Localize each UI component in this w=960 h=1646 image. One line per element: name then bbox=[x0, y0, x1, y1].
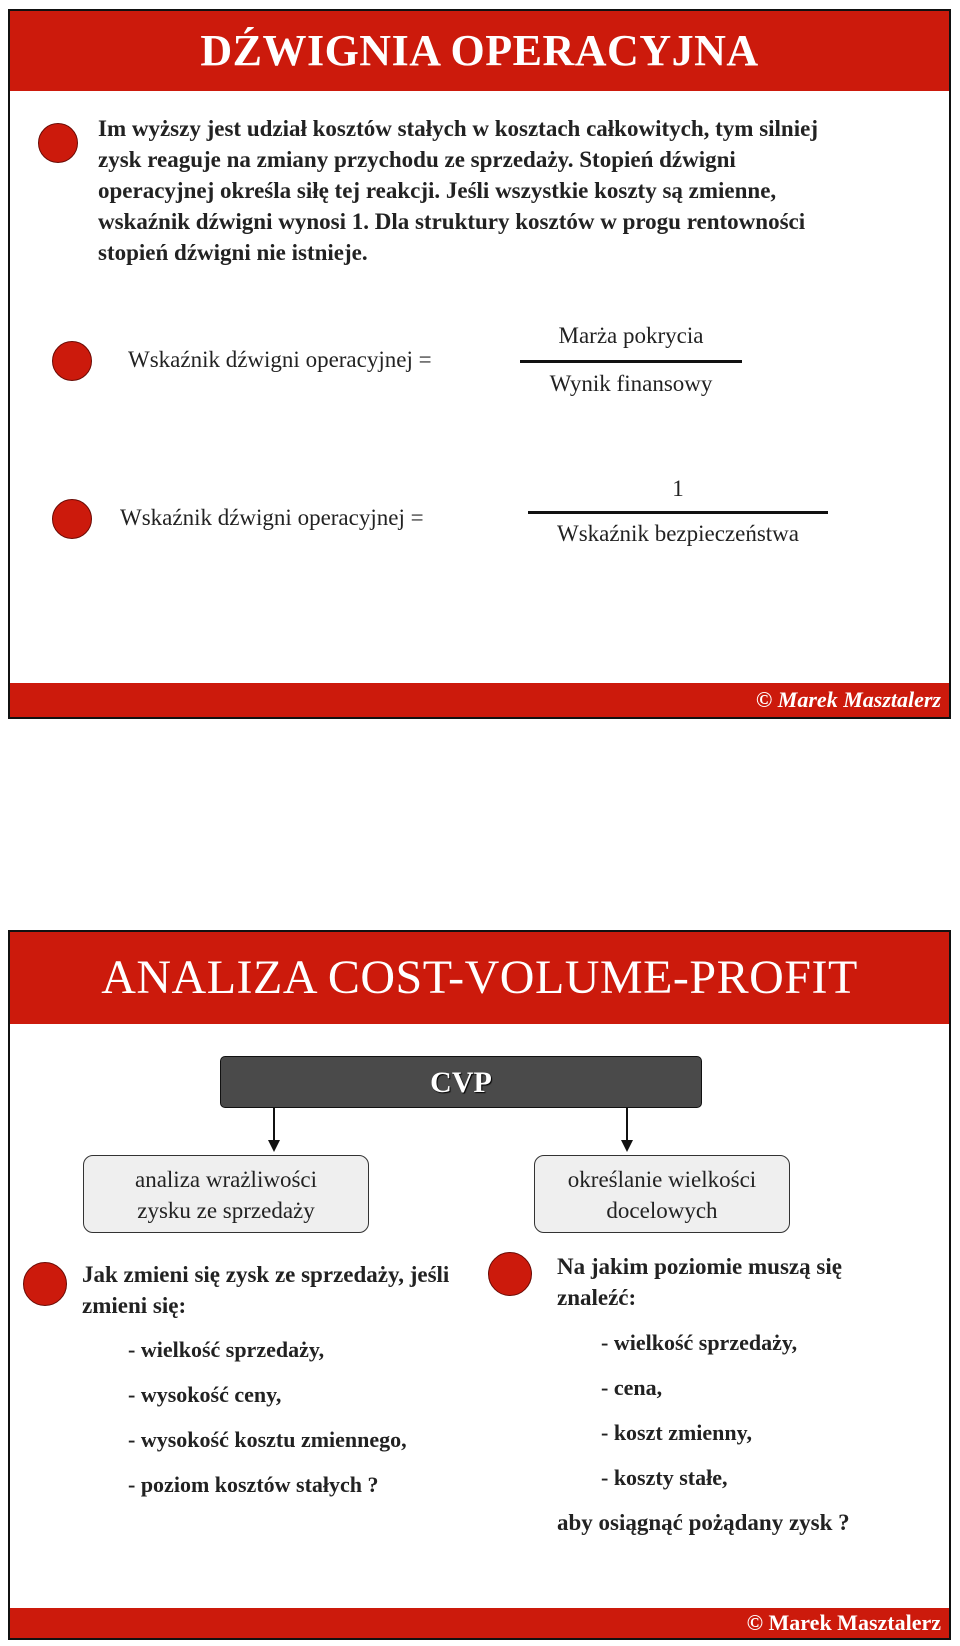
formula-denominator: Wskaźnik bezpieczeństwa bbox=[556, 521, 800, 546]
intro-paragraph: Im wyższy jest udział kosztów stałych w kosztach całkowitych, tym silniej zysk reaguje na zmiany przychodu ze sprzedaży. Stopień dźwigni operacyjnej określa siłę tej reakcji. Jeśli wszystkie koszty są zmienne, wskaźnik dźwigni wynosi 1. Dla struktury kosztów w progu rentowności stopień dźwigni nie istnieje. bbox=[98, 116, 818, 265]
right-conclusion: aby osiągnąć pożądany zysk ? bbox=[557, 1510, 850, 1535]
bullet-icon bbox=[23, 1262, 67, 1306]
cvp-header-box: CVP bbox=[220, 1056, 702, 1108]
left-list-item: - poziom kosztów stałych ? bbox=[128, 1472, 379, 1497]
right-list-item: - wielkość sprzedaży, bbox=[601, 1330, 798, 1355]
fraction-line bbox=[520, 360, 742, 363]
slide-cvp-analysis bbox=[8, 930, 951, 1640]
arrow-down-icon bbox=[621, 1140, 633, 1152]
formula-numerator: Marża pokrycia bbox=[558, 323, 704, 348]
right-list-item: - cena, bbox=[601, 1375, 663, 1400]
footer-copyright: © Marek Masztalerz bbox=[10, 683, 949, 717]
left-list-item: - wysokość ceny, bbox=[128, 1382, 282, 1407]
left-list-item: - wielkość sprzedaży, bbox=[128, 1337, 325, 1362]
left-list-item: - wysokość kosztu zmiennego, bbox=[128, 1427, 407, 1452]
target-values-box: określanie wielkości docelowych bbox=[534, 1155, 790, 1233]
arrow-line bbox=[273, 1108, 275, 1144]
arrow-line bbox=[626, 1108, 628, 1144]
slide-title: DŹWIGNIA OPERACYJNA bbox=[10, 11, 949, 91]
right-list-item: - koszt zmienny, bbox=[601, 1420, 752, 1445]
formula-label: Wskaźnik dźwigni operacyjnej = bbox=[128, 347, 432, 372]
sensitivity-analysis-box: analiza wrażliwości zysku ze sprzedaży bbox=[83, 1155, 369, 1233]
right-list-item: - koszty stałe, bbox=[601, 1465, 728, 1490]
formula-label: Wskaźnik dźwigni operacyjnej = bbox=[120, 505, 424, 530]
bullet-icon bbox=[38, 123, 78, 163]
fraction-line bbox=[528, 511, 828, 514]
bullet-icon bbox=[488, 1252, 532, 1296]
right-question: Na jakim poziomie muszą się znaleźć: bbox=[557, 1254, 842, 1310]
slide-title: ANALIZA COST-VOLUME-PROFIT bbox=[10, 932, 949, 1024]
slide-operating-leverage bbox=[8, 9, 951, 719]
arrow-down-icon bbox=[268, 1140, 280, 1152]
formula-denominator: Wynik finansowy bbox=[549, 371, 713, 396]
left-question: Jak zmieni się zysk ze sprzedaży, jeśli zmieni się: bbox=[82, 1262, 450, 1318]
footer-copyright: © Marek Masztalerz bbox=[10, 1608, 949, 1638]
bullet-icon bbox=[52, 499, 92, 539]
bullet-icon bbox=[52, 341, 92, 381]
formula-numerator: 1 bbox=[672, 476, 684, 501]
